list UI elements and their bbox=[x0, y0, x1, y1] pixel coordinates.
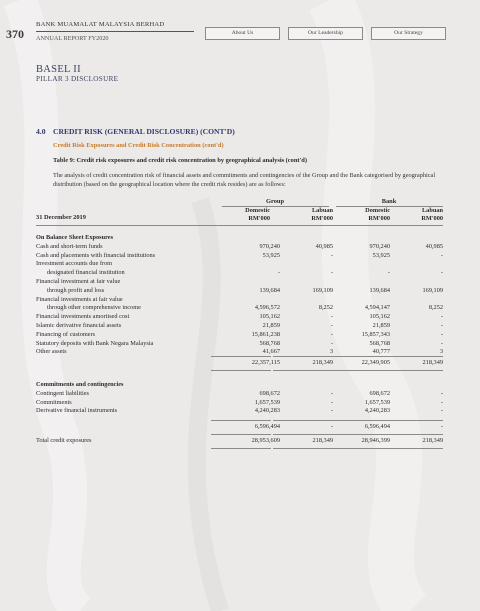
sum-line bbox=[330, 448, 390, 449]
cell-value: - bbox=[387, 269, 390, 277]
table-row bbox=[36, 234, 443, 243]
cell-value: 15,857,343 bbox=[361, 330, 390, 338]
cell-value: 698,672 bbox=[259, 389, 280, 397]
cell-value: - bbox=[330, 322, 333, 329]
table-row bbox=[36, 381, 443, 390]
cell-value: 139,684 bbox=[369, 286, 390, 294]
cell-value: 218,349 bbox=[312, 437, 333, 444]
row-label: Derivative financial instruments bbox=[36, 407, 118, 415]
row-label: through other comprehensive income bbox=[47, 304, 141, 312]
cell-value: 3 bbox=[439, 348, 443, 356]
cell-value: 40,985 bbox=[315, 242, 333, 250]
sum-line bbox=[273, 448, 333, 449]
cell-value: 53,925 bbox=[262, 251, 280, 259]
sum-line bbox=[330, 356, 390, 357]
subtotal-value: 6,596,494 bbox=[254, 423, 280, 430]
sum-line bbox=[383, 370, 443, 371]
table-row bbox=[36, 278, 443, 287]
cell-value: 169,109 bbox=[422, 286, 443, 294]
sum-line bbox=[383, 448, 443, 449]
table-row bbox=[36, 304, 443, 313]
section-header-subtitle: PILLAR 3 DISCLOSURE bbox=[36, 75, 119, 83]
cell-value: - bbox=[440, 330, 443, 338]
cell-value: 41,667 bbox=[262, 348, 280, 356]
cell-value: 3 bbox=[329, 348, 333, 356]
table-row bbox=[36, 252, 443, 261]
header-rule bbox=[36, 225, 443, 226]
sum-line bbox=[273, 420, 333, 421]
cell-value: 40,985 bbox=[425, 242, 443, 250]
table-row bbox=[36, 340, 443, 349]
row-label: Financial investments at fair value bbox=[36, 295, 123, 303]
sum-line bbox=[211, 448, 271, 449]
subtotal-value: - bbox=[330, 423, 333, 430]
sum-line bbox=[383, 434, 443, 435]
subtotal-value: 22,349,905 bbox=[361, 359, 390, 366]
nav-our-leadership-button[interactable]: Our Leadership bbox=[288, 27, 363, 40]
col-header-group-labuan: Labuan RM'000 bbox=[311, 207, 333, 222]
row-label: Financing of customers bbox=[36, 330, 96, 338]
cell-value: - bbox=[330, 251, 333, 259]
table-row bbox=[36, 243, 443, 252]
sum-line bbox=[330, 434, 390, 435]
table-row bbox=[36, 407, 443, 416]
row-label: Islamic derivative financial assets bbox=[36, 322, 122, 329]
table-row bbox=[36, 296, 443, 305]
subtotal-row bbox=[36, 423, 443, 432]
intro-paragraph: The analysis of credit concentration risk of financial assets and commitments and contingencies of the Group and the Bank categorised by geographical distribution (based on the geographical location where the credit risk resides) are as follows: bbox=[53, 172, 436, 188]
nav-our-strategy-button[interactable]: Our Strategy bbox=[371, 27, 446, 40]
table-row bbox=[36, 287, 443, 296]
col-header-bank-domestic: Domestic RM'000 bbox=[365, 207, 390, 222]
row-label: Financial investment at fair value bbox=[36, 278, 121, 285]
cell-value: - bbox=[440, 389, 443, 397]
cell-value: 4,240,283 bbox=[364, 407, 390, 415]
col-header-group-domestic: Domestic RM'000 bbox=[245, 207, 270, 222]
cell-value: 139,684 bbox=[259, 286, 280, 294]
row-label: Other assets bbox=[36, 348, 67, 356]
cell-value: 8,252 bbox=[428, 304, 443, 312]
cell-value: 4,240,283 bbox=[254, 407, 280, 415]
table-row bbox=[36, 390, 443, 399]
page-number: 370 bbox=[6, 27, 24, 41]
cell-value: 568,768 bbox=[259, 339, 280, 347]
table-row bbox=[36, 269, 443, 278]
cell-value: - bbox=[330, 339, 333, 347]
cell-value: - bbox=[277, 269, 280, 277]
sum-line bbox=[211, 420, 271, 421]
table-row bbox=[36, 260, 443, 269]
group-header: Group bbox=[266, 198, 284, 205]
cell-value: 698,672 bbox=[369, 389, 390, 397]
cell-value: 15,861,238 bbox=[251, 330, 280, 338]
total-row bbox=[36, 437, 443, 446]
subtotal-value: 6,596,494 bbox=[364, 423, 390, 430]
cell-value: 40,777 bbox=[372, 348, 390, 356]
cell-value: 8,252 bbox=[318, 304, 333, 312]
cell-value: 568,768 bbox=[369, 339, 390, 347]
sum-line bbox=[211, 370, 271, 371]
row-label: Investment accounts due from bbox=[36, 260, 113, 268]
section-subtitle: Credit Risk Exposures and Credit Risk Concentration (cont'd) bbox=[53, 142, 224, 149]
cell-value: - bbox=[330, 313, 333, 321]
row-label: designated financial institution bbox=[47, 269, 125, 277]
report-name: ANNUAL REPORT FY2020 bbox=[36, 35, 109, 42]
cell-value: 28,953,609 bbox=[251, 437, 280, 444]
cell-value: - bbox=[330, 398, 333, 406]
row-label: Cash and short-term funds bbox=[36, 242, 103, 250]
sum-line bbox=[383, 420, 443, 421]
cell-value: - bbox=[440, 339, 443, 347]
cell-value: - bbox=[330, 407, 333, 415]
cell-value: - bbox=[440, 269, 443, 277]
sum-line bbox=[273, 434, 333, 435]
sum-line bbox=[211, 434, 271, 435]
sum-line bbox=[273, 370, 333, 371]
cell-value: 4,594,147 bbox=[364, 304, 390, 312]
row-label: Statutory deposits with Bank Negara Malaysia bbox=[36, 339, 154, 347]
subtotal-value: 218,349 bbox=[312, 359, 333, 366]
section-number: 4.0 bbox=[36, 127, 46, 136]
table-title: Table 9: Credit risk exposures and credit risk concentration by geographical analysis (cont'd) bbox=[53, 157, 307, 164]
header-divider bbox=[36, 31, 194, 32]
table-row bbox=[36, 322, 443, 331]
cell-value: 1,657,539 bbox=[254, 398, 280, 406]
cell-value: - bbox=[330, 389, 333, 397]
row-label: Commitments and contingencies bbox=[36, 381, 124, 388]
table-row bbox=[36, 399, 443, 408]
cell-value: 970,240 bbox=[369, 242, 390, 250]
cell-value: 169,109 bbox=[312, 286, 333, 294]
cell-value: 1,657,539 bbox=[364, 398, 390, 406]
bank-header: Bank bbox=[381, 198, 397, 205]
sum-line bbox=[273, 356, 333, 357]
cell-value: 970,240 bbox=[259, 242, 280, 250]
subtotal-value: - bbox=[440, 423, 443, 430]
cell-value: 53,925 bbox=[372, 251, 390, 259]
cell-value: - bbox=[440, 398, 443, 406]
row-label: through profit and loss bbox=[47, 286, 105, 294]
row-label: Contingent liabilities bbox=[36, 389, 89, 397]
cell-value: - bbox=[330, 330, 333, 338]
row-label: Cash and placements with financial institutions bbox=[36, 251, 156, 259]
cell-value: 21,859 bbox=[262, 322, 280, 329]
sum-line bbox=[211, 356, 271, 357]
table-row bbox=[36, 313, 443, 322]
sum-line bbox=[330, 370, 390, 371]
cell-value: - bbox=[440, 407, 443, 415]
cell-value: - bbox=[330, 269, 333, 277]
row-label: Total credit exposures bbox=[36, 437, 92, 444]
cell-value: 4,596,572 bbox=[254, 304, 280, 312]
cell-value: 218,349 bbox=[422, 437, 443, 444]
subtotal-value: 218,349 bbox=[422, 359, 443, 366]
date-label: 31 December 2019 bbox=[36, 214, 86, 221]
cell-value: - bbox=[440, 251, 443, 259]
nav-about-us-button[interactable]: About Us bbox=[205, 27, 280, 40]
section-title: CREDIT RISK (GENERAL DISCLOSURE) (CONT'D) bbox=[53, 127, 235, 136]
table-row bbox=[36, 331, 443, 340]
cell-value: 105,162 bbox=[369, 313, 390, 321]
cell-value: 21,859 bbox=[372, 322, 390, 329]
row-label: Commitments bbox=[36, 398, 72, 406]
bank-name: BANK MUAMALAT MALAYSIA BERHAD bbox=[36, 21, 165, 28]
sum-line bbox=[330, 420, 390, 421]
subtotal-value: 22,357,115 bbox=[251, 359, 280, 366]
row-label: On Balance Sheet Exposures bbox=[36, 234, 114, 241]
cell-value: - bbox=[440, 322, 443, 329]
cell-value: 28,946,399 bbox=[361, 437, 390, 444]
cell-value: 105,162 bbox=[259, 313, 280, 321]
subtotal-row bbox=[36, 359, 443, 368]
sum-line bbox=[383, 356, 443, 357]
col-header-bank-labuan: Labuan RM'000 bbox=[421, 207, 443, 222]
cell-value: - bbox=[440, 313, 443, 321]
row-label: Financial investments amortised cost bbox=[36, 313, 130, 321]
section-header-title: BASEL II bbox=[36, 64, 81, 75]
